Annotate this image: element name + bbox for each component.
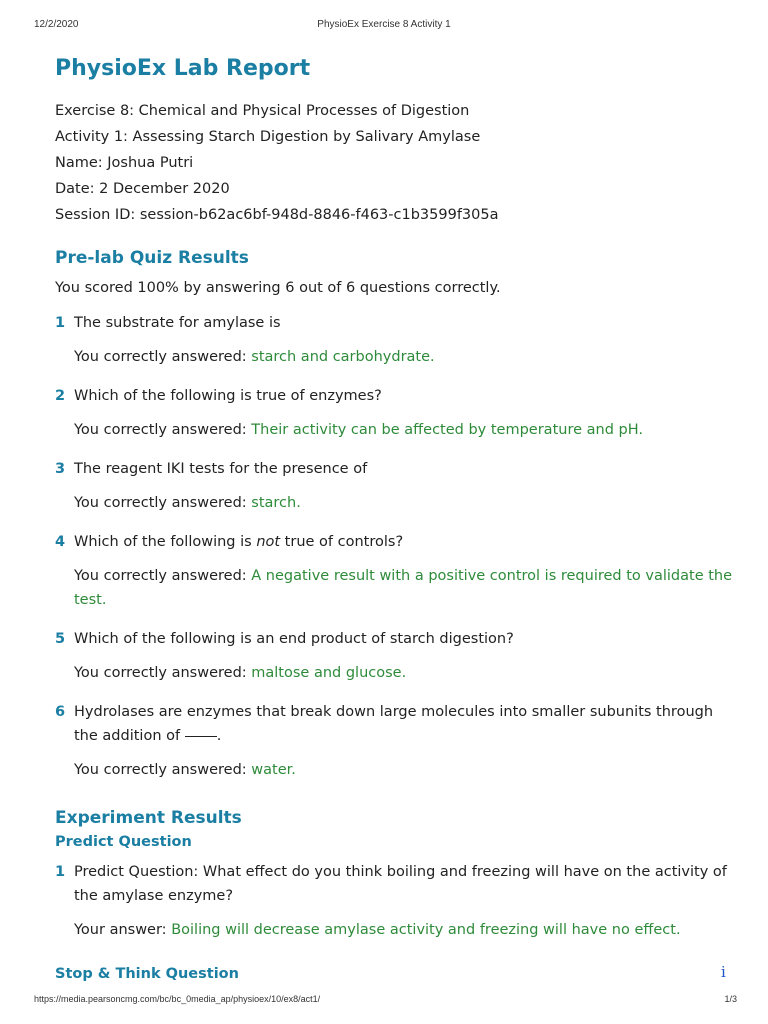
question-text-before: Which of the following is <box>74 534 257 550</box>
question-text: Which of the following is an end product of starch digestion? <box>74 631 514 647</box>
quiz-question-5 <box>55 627 735 685</box>
answer-prefix: You correctly answered: <box>74 762 252 778</box>
question-text: Which of the following is true of enzymes? <box>74 388 382 404</box>
quiz-question-6 <box>55 700 735 782</box>
name-line: Name: Joshua Putri <box>55 155 194 171</box>
quiz-question-2 <box>55 384 735 442</box>
question-number: 2 <box>55 388 66 404</box>
question-answer <box>74 418 735 442</box>
session-line: Session ID: session-b62ac6bf-948d-8846-f463-c1b3599f305a <box>55 207 499 223</box>
footer-page-number: 1/3 <box>724 994 737 1004</box>
activity-line: Activity 1: Assessing Starch Digestion by Salivary Amylase <box>55 129 481 145</box>
question-text-after: true of controls? <box>280 534 404 550</box>
quiz-question-4 <box>55 530 735 612</box>
answer-text: A negative result with a positive control is required to validate the test. <box>74 568 733 608</box>
predict-question-1 <box>55 860 735 942</box>
footer-url: https://media.pearsoncmg.com/bc/bc_0media_ap/physioex/10/ex8/act1/ <box>34 994 321 1004</box>
answer-text: maltose and glucose. <box>251 665 407 681</box>
question-answer <box>74 345 735 369</box>
question-text: The reagent IKI tests for the presence of <box>74 461 368 477</box>
question-text-main: Hydrolases are enzymes that break down large molecules into smaller subunits through the addition of <box>74 704 714 744</box>
answer-prefix: Your answer: <box>74 922 172 938</box>
answer-text: Boiling will decrease amylase activity and freezing will have no effect. <box>171 922 681 938</box>
answer-text: Their activity can be affected by temperature and pH. <box>251 422 643 438</box>
header-title: PhysioEx Exercise 8 Activity 1 <box>317 19 451 30</box>
question-number: 4 <box>55 534 66 550</box>
question-answer <box>74 564 735 612</box>
prelab-heading: Pre-lab Quiz Results <box>55 248 249 268</box>
header-date: 12/2/2020 <box>34 19 79 30</box>
prelab-score: You scored 100% by answering 6 out of 6 questions correctly. <box>55 280 501 296</box>
predict-heading: Predict Question <box>55 834 192 850</box>
question-text-emphasis: not <box>256 534 281 550</box>
question-text-after: . <box>216 728 222 744</box>
question-number: 3 <box>55 461 66 477</box>
answer-text: starch and carbohydrate. <box>251 349 435 365</box>
question-answer <box>74 661 735 685</box>
question-answer <box>74 918 735 942</box>
answer-prefix: You correctly answered: <box>74 495 252 511</box>
question-text: Predict Question: What effect do you think boiling and freezing will have on the activity of the amylase enzyme? <box>74 864 727 904</box>
quiz-question-1 <box>55 311 735 369</box>
answer-prefix: You correctly answered: <box>74 422 252 438</box>
question-number: 5 <box>55 631 66 647</box>
exercise-line: Exercise 8: Chemical and Physical Processes of Digestion <box>55 103 470 119</box>
answer-prefix: You correctly answered: <box>74 665 252 681</box>
question-number: 1 <box>55 864 66 880</box>
report-title: PhysioEx Lab Report <box>55 56 311 81</box>
report-meta <box>55 98 735 228</box>
question-number: 1 <box>55 315 66 331</box>
answer-text: starch. <box>251 495 301 511</box>
question-answer <box>74 758 735 782</box>
quiz-question-3 <box>55 457 735 515</box>
question-number: 6 <box>55 704 66 720</box>
stop-think-heading: Stop & Think Question <box>55 966 239 982</box>
question-text <box>74 700 735 748</box>
info-icon[interactable]: i <box>721 963 726 981</box>
experiment-heading: Experiment Results <box>55 808 242 828</box>
question-answer <box>74 491 735 515</box>
question-text: The substrate for amylase is <box>74 315 281 331</box>
report-content <box>55 56 735 942</box>
answer-prefix: You correctly answered: <box>74 349 252 365</box>
answer-prefix: You correctly answered: <box>74 568 252 584</box>
answer-text: water. <box>251 762 296 778</box>
fill-in-blank <box>185 736 217 737</box>
question-text <box>74 530 735 554</box>
date-line: Date: 2 December 2020 <box>55 181 230 197</box>
